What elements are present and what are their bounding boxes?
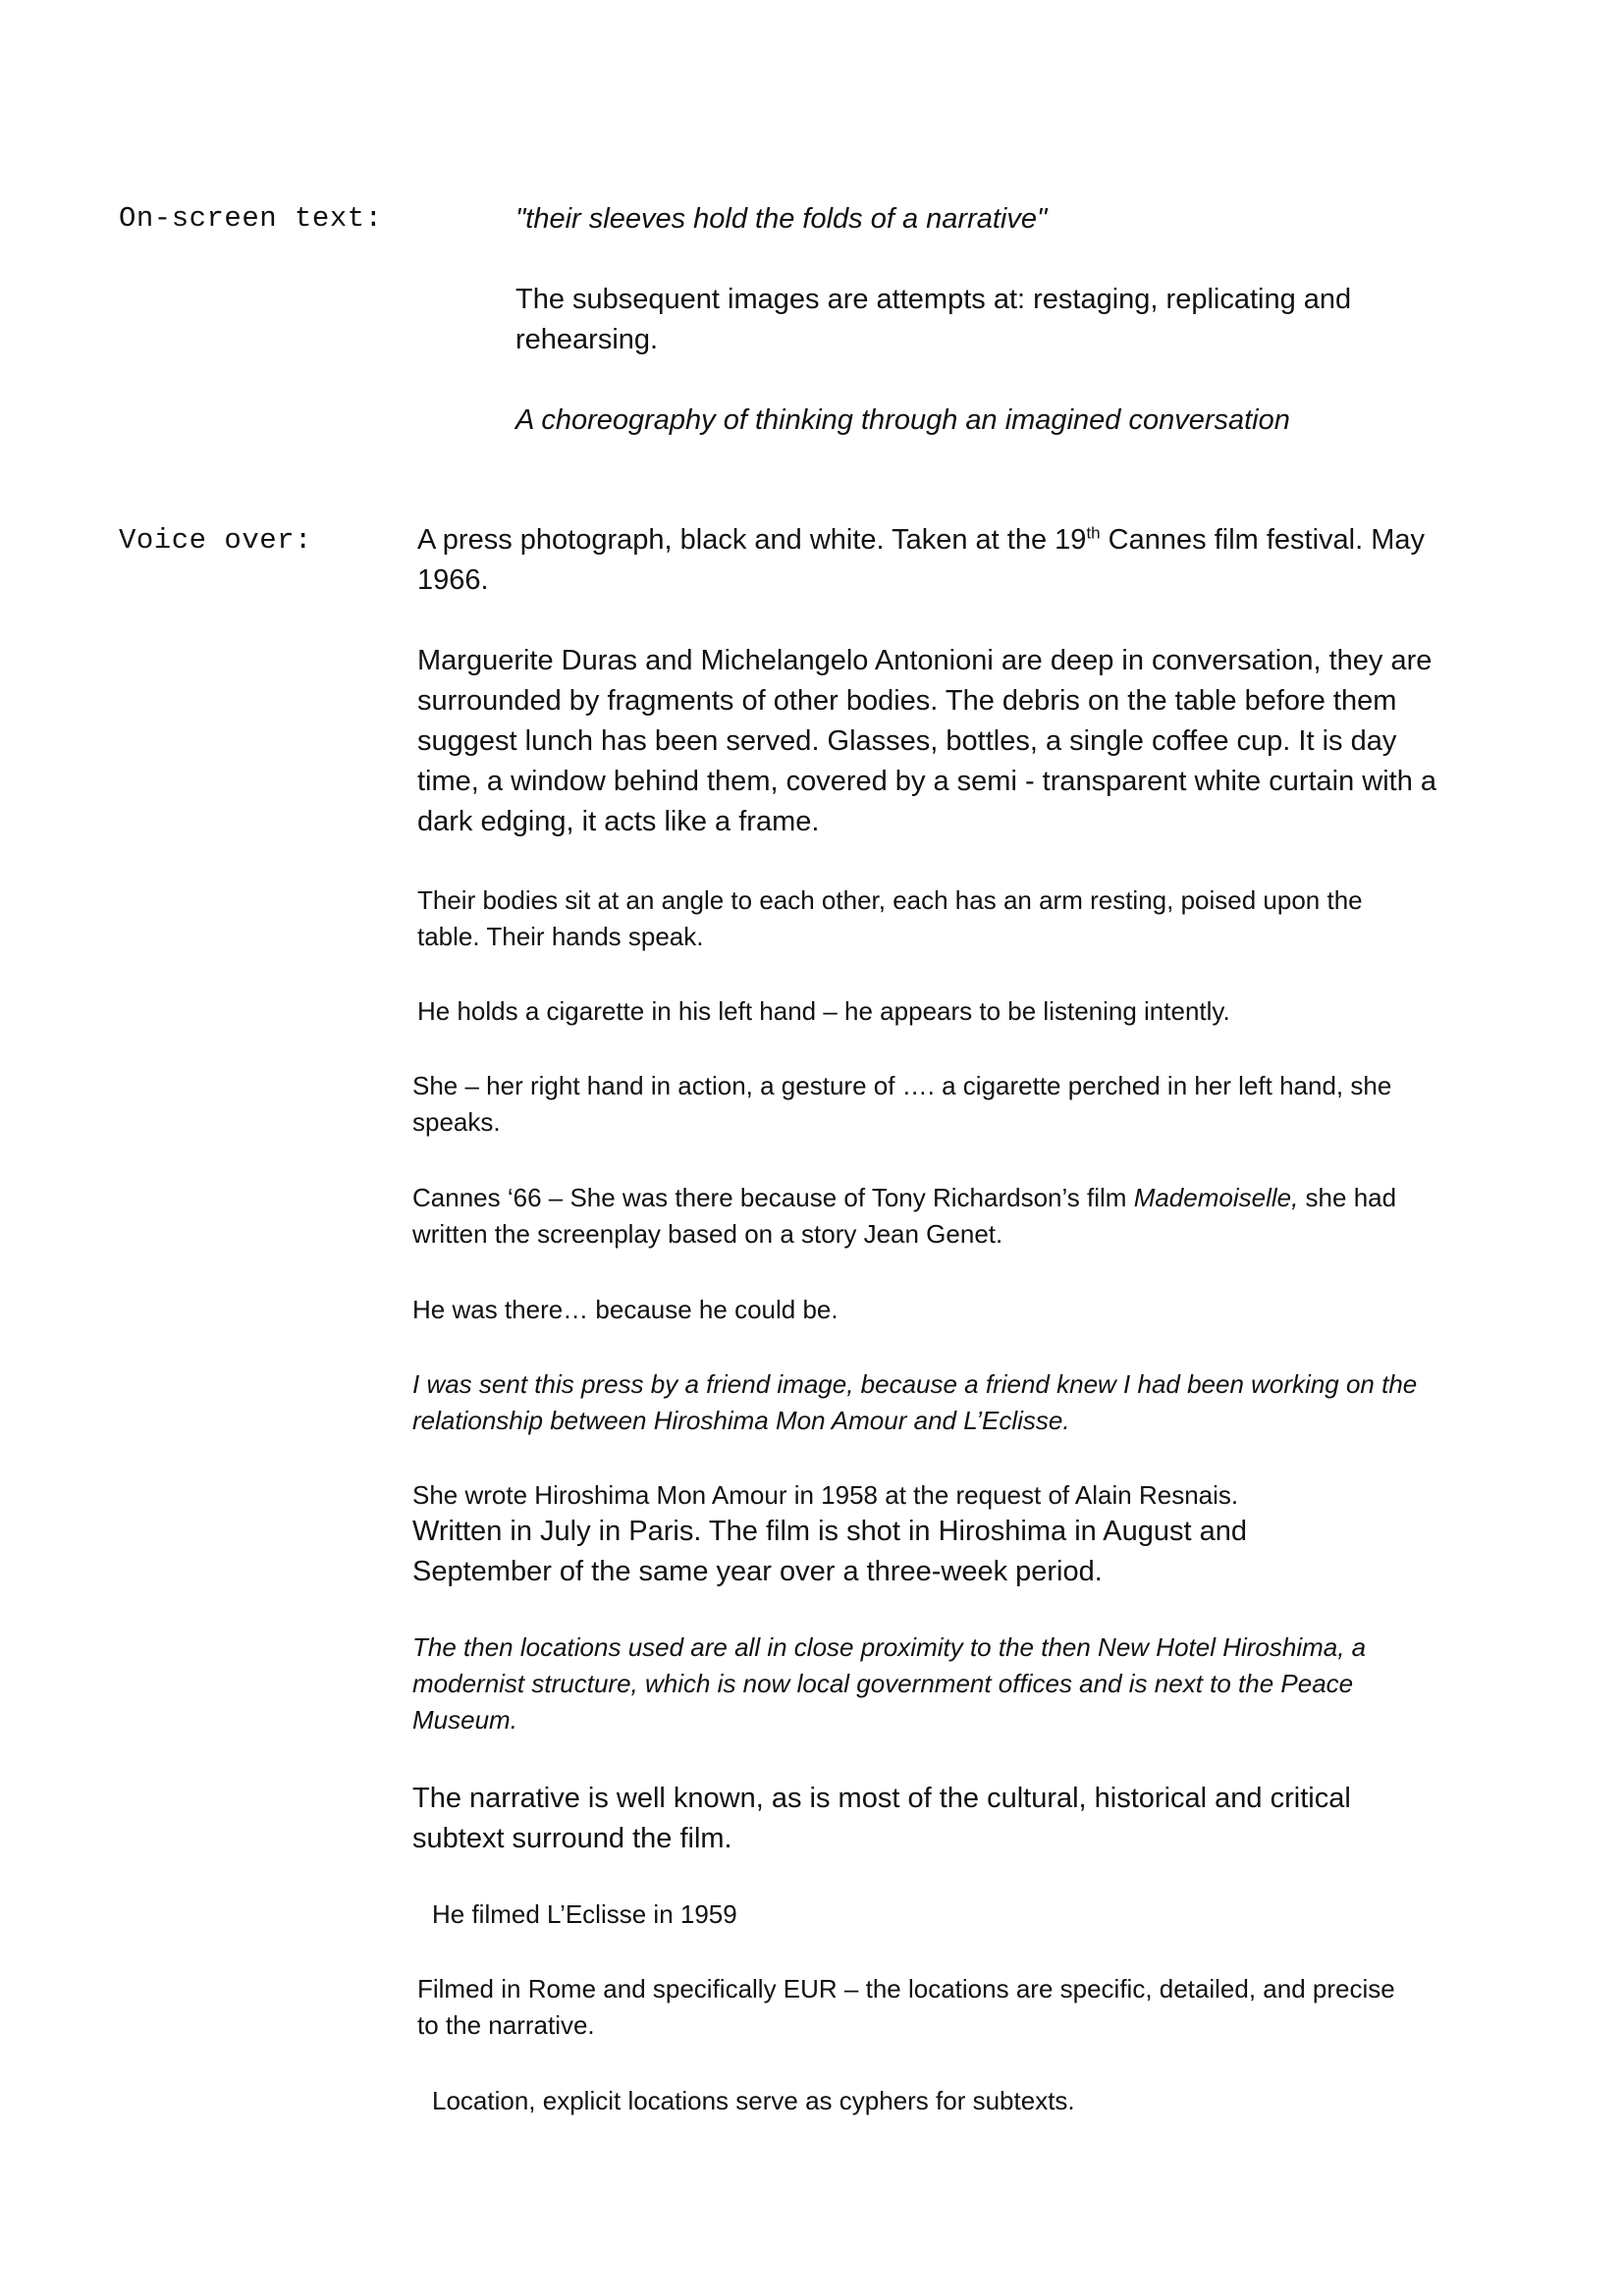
ordinal-suffix: th [1086,523,1101,543]
on-screen-paragraph-1: The subsequent images are attempts at: restaging, replicating and rehearsing. [515,284,1352,355]
voice-over-paragraph-4: He holds a cigarette in his left hand – he appears to be listening intently. [417,996,1230,1026]
voice-over-paragraph-3: Their bodies sit at an angle to each other, each has an arm resting, poised upon the table. Their hands speak. [417,885,1363,951]
film-title: Mademoiselle, [1133,1183,1299,1212]
voice-over-paragraph-1-text-a: A press photograph, black and white. Taken at the 19 [417,524,1087,556]
voice-over-paragraph-7: He was there… because he could be. [412,1295,839,1324]
voice-over-paragraph-14: Location, explicit locations serve as cyphers for subtexts. [432,2086,1075,2115]
voice-over-paragraph-1 [417,520,1448,601]
voice-over-paragraph-13: Filmed in Rome and specifically EUR – the locations are specific, detailed, and precise to the narrative. [417,1974,1395,2040]
voice-over-paragraph-8: I was sent this press by a friend image, because a friend knew I had been working on the relationship between Hiroshima Mon Amour and L’Eclisse. [412,1369,1418,1435]
voice-over-paragraph-10: The then locations used are all in close proximity to the then New Hotel Hiroshima, a modernist structure, which is now local government offices and is next to the Peace Museum. [412,1632,1367,1735]
on-screen-paragraph-2: A choreography of thinking through an imagined conversation [515,404,1290,436]
on-screen-text-label: On-screen text: [119,202,383,235]
voice-over-paragraph-6 [412,1180,1434,1253]
voice-over-paragraph-6-text-a: Cannes ‘66 – She was there because of Tony Richardson’s film [412,1183,1134,1212]
voice-over-paragraph-1-text-b: Cannes film festival. May 1966. [417,524,1426,596]
voice-over-paragraph-9a: She wrote Hiroshima Mon Amour in 1958 at the request of Alain Resnais. [412,1480,1239,1510]
voice-over-paragraph-5: She – her right hand in action, a gesture of …. a cigarette perched in her left hand, she speaks. [412,1071,1392,1137]
voice-over-paragraph-9b: Written in July in Paris. The film is shot in Hiroshima in August and September of the same year over a three-week period. [412,1516,1247,1587]
on-screen-quote: "their sleeves hold the folds of a narrative" [515,203,1048,235]
voice-over-paragraph-11: The narrative is well known, as is most of the cultural, historical and critical subtext surround the film. [412,1783,1351,1854]
voice-over-paragraph-12: He filmed L’Eclisse in 1959 [432,1899,737,1929]
voice-over-paragraph-6-text-b: she had written the screenplay based on a story Jean Genet. [412,1183,1397,1249]
voice-over-paragraph-2: Marguerite Duras and Michelangelo Antonioni are deep in conversation, they are surrounded by fragments of other bodies. The debris on the table before them suggest lunch has been served. Glasses, bottles, a single coffee cup. It is day time, a window behind them, covered by a semi - transparent white curtain with a dark edging, it acts like a frame. [417,645,1437,837]
voice-over-label: Voice over: [119,524,312,557]
